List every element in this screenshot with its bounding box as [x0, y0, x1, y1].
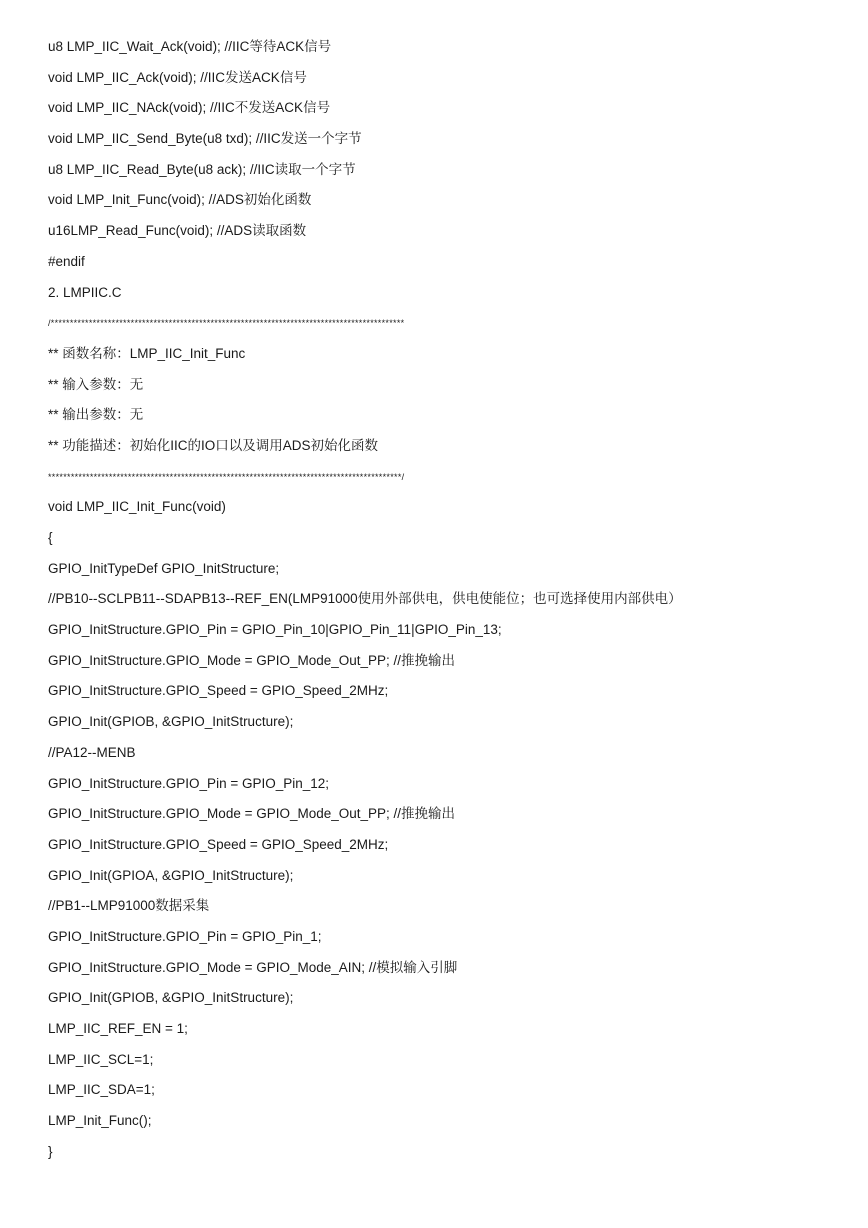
- code-line: GPIO_InitStructure.GPIO_Speed = GPIO_Speed_2MHz;: [48, 683, 389, 699]
- document-body: [48, 36, 848, 1171]
- code-line: void LMP_IIC_NAck(void); //IIC不发送ACK信号: [48, 100, 331, 116]
- code-line: void LMP_IIC_Ack(void); //IIC发送ACK信号: [48, 69, 307, 85]
- code-line: //PA12--MENB: [48, 744, 136, 760]
- code-line: u16LMP_Read_Func(void); //ADS读取函数: [48, 223, 307, 239]
- code-line: void LMP_IIC_Init_Func(void): [48, 499, 226, 515]
- code-line: GPIO_InitStructure.GPIO_Mode = GPIO_Mode_Out_PP; //推挽输出: [48, 806, 456, 822]
- code-line: //PB10--SCLPB11--SDAPB13--REF_EN(LMP91000使用外部供电，供电使能位；也可选择使用内部供电）: [48, 591, 682, 607]
- code-line: GPIO_InitStructure.GPIO_Speed = GPIO_Speed_2MHz;: [48, 836, 389, 852]
- comment-divider-top: /*********************************************************************************************: [48, 318, 405, 329]
- code-line: u8 LMP_IIC_Read_Byte(u8 ack); //IIC读取一个字节: [48, 161, 356, 177]
- code-line: #endif: [48, 253, 85, 269]
- comment-line: ** 输出参数：无: [48, 407, 144, 423]
- code-line: GPIO_InitStructure.GPIO_Pin = GPIO_Pin_1;: [48, 928, 322, 944]
- comment-line: ** 输入参数：无: [48, 376, 144, 392]
- code-line: u8 LMP_IIC_Wait_Ack(void); //IIC等待ACK信号: [48, 39, 332, 54]
- code-line: GPIO_Init(GPIOB, &GPIO_InitStructure);: [48, 990, 294, 1006]
- code-line: GPIO_InitTypeDef GPIO_InitStructure;: [48, 560, 280, 576]
- code-line: }: [48, 1143, 53, 1159]
- comment-line: ** 函数名称：LMP_IIC_Init_Func: [48, 345, 246, 361]
- code-line: LMP_IIC_SDA=1;: [48, 1082, 155, 1098]
- code-line: LMP_Init_Func();: [48, 1113, 152, 1129]
- code-line: LMP_IIC_SCL=1;: [48, 1051, 154, 1067]
- code-line: void LMP_IIC_Send_Byte(u8 txd); //IIC发送一个字节: [48, 131, 362, 147]
- code-line: GPIO_Init(GPIOA, &GPIO_InitStructure);: [48, 867, 294, 883]
- code-line: LMP_IIC_REF_EN = 1;: [48, 1021, 188, 1036]
- code-line: void LMP_Init_Func(void); //ADS初始化函数: [48, 192, 312, 208]
- code-line: GPIO_InitStructure.GPIO_Mode = GPIO_Mode_AIN; //模拟输入引脚: [48, 959, 458, 975]
- comment-line: ** 功能描述：初始化IIC的IO口以及调用ADS初始化函数: [48, 437, 379, 453]
- code-line: {: [48, 530, 53, 545]
- code-line: GPIO_Init(GPIOB, &GPIO_InitStructure);: [48, 714, 294, 730]
- code-line: //PB1--LMP91000数据采集: [48, 898, 210, 914]
- code-line: GPIO_InitStructure.GPIO_Pin = GPIO_Pin_12;: [48, 775, 330, 791]
- code-line: GPIO_InitStructure.GPIO_Mode = GPIO_Mode_Out_PP; //推挽输出: [48, 652, 456, 668]
- section-heading: 2. LMPIIC.C: [48, 284, 122, 300]
- code-line: GPIO_InitStructure.GPIO_Pin = GPIO_Pin_10|GPIO_Pin_11|GPIO_Pin_13;: [48, 622, 502, 638]
- comment-divider-bottom: *********************************************************************************************/: [48, 471, 405, 482]
